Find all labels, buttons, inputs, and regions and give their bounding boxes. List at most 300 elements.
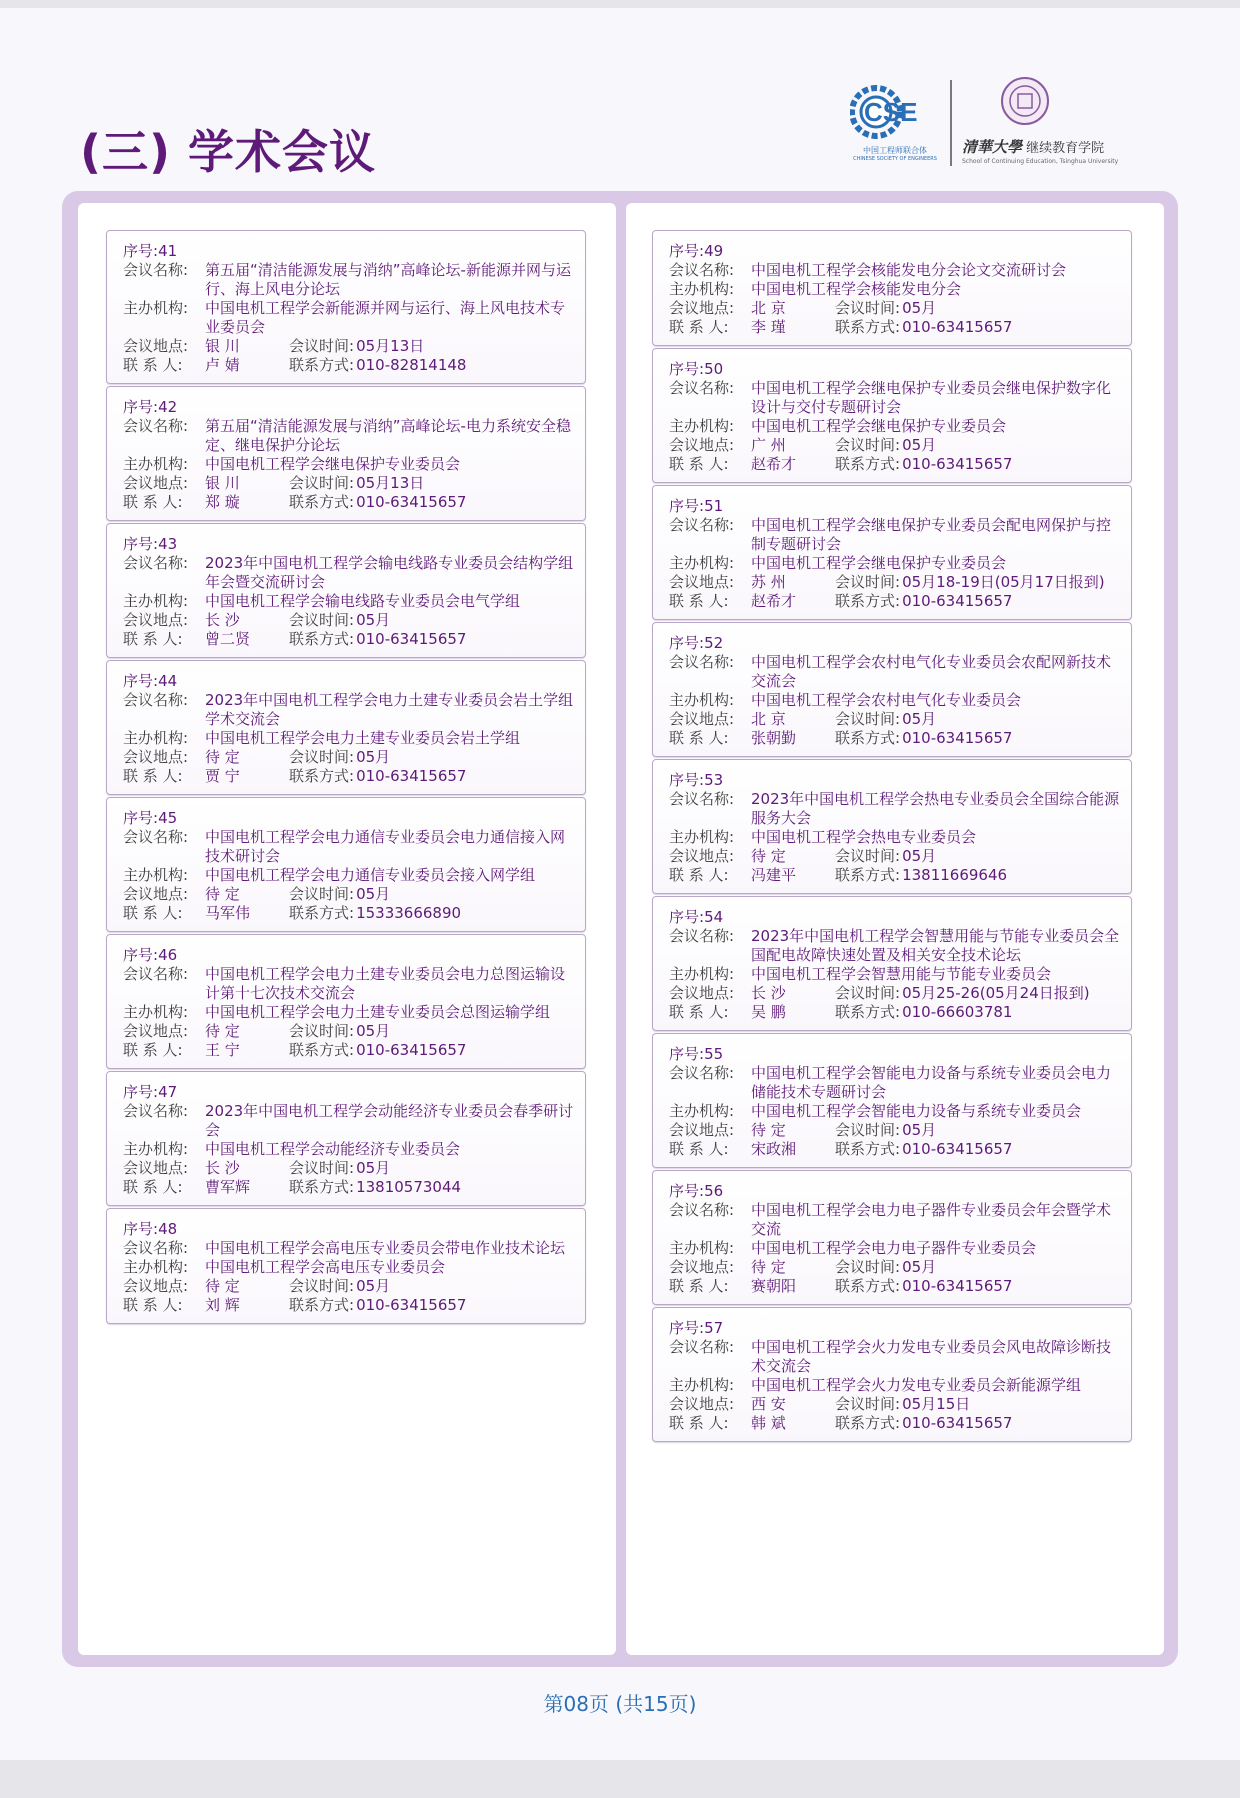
meeting-contact-row	[669, 1414, 1121, 1433]
meeting-place-label: 会议地点:	[123, 337, 189, 355]
left-column	[106, 230, 586, 1326]
meeting-name-row	[123, 1239, 575, 1258]
meeting-time: 05月15日	[902, 1395, 971, 1413]
meeting-place-label: 会议地点:	[123, 611, 189, 629]
meeting-phone: 010-63415657	[902, 592, 1013, 610]
meeting-name-label: 会议名称:	[669, 379, 735, 397]
meeting-phone: 010-63415657	[356, 767, 467, 785]
meeting-seq: 序号:57	[669, 1319, 724, 1337]
page-title: (三) 学术会议	[80, 125, 377, 179]
meeting-name-row	[123, 554, 575, 592]
meeting-card	[652, 230, 1132, 346]
meeting-contact: 赵希才	[751, 592, 797, 610]
meeting-time: 05月	[356, 1277, 391, 1295]
meeting-time: 05月25-26(05月24日报到)	[902, 984, 1090, 1002]
tsinghua-brush-name: 清華大學	[962, 138, 1023, 156]
page	[0, 8, 1240, 1760]
meeting-name-row	[669, 261, 1121, 280]
meeting-contact-label: 联 系 人:	[123, 1041, 183, 1059]
meeting-host: 中国电机工程学会智能电力设备与系统专业委员会	[751, 1102, 1082, 1120]
meeting-phone-label: 联系方式:	[835, 1003, 901, 1021]
meeting-name-label: 会议名称:	[669, 790, 735, 808]
meeting-phone-label: 联系方式:	[289, 1041, 355, 1059]
meeting-host-label: 主办机构:	[123, 1258, 189, 1276]
meeting-name: 中国电机工程学会农村电气化专业委员会农配网新技术交流会	[751, 653, 1112, 690]
meeting-time-label: 会议时间:	[835, 1258, 901, 1276]
meeting-host-label: 主办机构:	[123, 299, 189, 317]
meeting-time-label: 会议时间:	[289, 748, 355, 766]
meeting-phone-label: 联系方式:	[835, 455, 901, 473]
cse-caption-cn: 中国工程师联合体	[863, 146, 927, 155]
cse-caption-en: CHINESE SOCIETY OF ENGINEERS	[853, 156, 937, 162]
meeting-place-label: 会议地点:	[123, 1277, 189, 1295]
meeting-card	[106, 1071, 586, 1206]
meeting-contact-label: 联 系 人:	[669, 1003, 729, 1021]
meeting-time-label: 会议时间:	[289, 1277, 355, 1295]
meeting-name-label: 会议名称:	[123, 417, 189, 435]
meeting-host-label: 主办机构:	[669, 417, 735, 435]
meeting-phone: 010-66603781	[902, 1003, 1013, 1021]
meeting-name: 中国电机工程学会电力电子器件专业委员会年会暨学术交流	[751, 1201, 1112, 1238]
meeting-place-time-row	[123, 1277, 575, 1296]
meeting-time: 05月	[902, 1121, 937, 1139]
meeting-place: 银 川	[205, 474, 240, 492]
meeting-name-row	[123, 965, 575, 1003]
meeting-phone: 13811669646	[902, 866, 1008, 884]
meeting-name-row	[123, 261, 575, 299]
meeting-host: 中国电机工程学会火力发电专业委员会新能源学组	[751, 1376, 1082, 1394]
meeting-time: 05月	[902, 299, 937, 317]
meeting-place-label: 会议地点:	[123, 1159, 189, 1177]
meeting-contact-label: 联 系 人:	[123, 1178, 183, 1196]
meeting-name-label: 会议名称:	[669, 927, 735, 945]
meeting-phone-label: 联系方式:	[835, 1277, 901, 1295]
meeting-card	[106, 523, 586, 658]
meeting-place: 长 沙	[751, 984, 786, 1002]
meeting-contact-label: 联 系 人:	[669, 1414, 729, 1432]
meeting-name: 中国电机工程学会电力通信专业委员会电力通信接入网技术研讨会	[205, 828, 566, 865]
meeting-place: 北 京	[751, 299, 786, 317]
meeting-host: 中国电机工程学会继电保护专业委员会	[205, 455, 461, 473]
meeting-name-label: 会议名称:	[669, 653, 735, 671]
meeting-place-time-row	[669, 1395, 1121, 1414]
meeting-name: 中国电机工程学会继电保护专业委员会继电保护数字化设计与交付专题研讨会	[751, 379, 1112, 416]
meeting-phone-label: 联系方式:	[835, 866, 901, 884]
meeting-place-label: 会议地点:	[123, 1022, 189, 1040]
meeting-place-time-row	[123, 748, 575, 767]
meeting-name-label: 会议名称:	[123, 691, 189, 709]
meeting-contact: 王 宁	[205, 1041, 240, 1059]
meeting-time-label: 会议时间:	[835, 436, 901, 454]
meeting-name-row	[669, 790, 1121, 828]
meeting-contact-label: 联 系 人:	[123, 767, 183, 785]
meeting-host-label: 主办机构:	[123, 729, 189, 747]
meeting-host: 中国电机工程学会电力电子器件专业委员会	[751, 1239, 1037, 1257]
meeting-card	[652, 485, 1132, 620]
meeting-host-label: 主办机构:	[123, 1003, 189, 1021]
meeting-contact-label: 联 系 人:	[669, 455, 729, 473]
meeting-contact-row	[123, 767, 575, 786]
meeting-seq: 序号:47	[123, 1083, 178, 1101]
meeting-place-label: 会议地点:	[669, 573, 735, 591]
meeting-time: 05月13日	[356, 474, 425, 492]
meeting-time: 05月	[902, 847, 937, 865]
meeting-name-label: 会议名称:	[123, 965, 189, 983]
meeting-time-label: 会议时间:	[835, 1121, 901, 1139]
meeting-host-row	[123, 1140, 575, 1159]
meeting-name: 第五届“清洁能源发展与消纳”高峰论坛-电力系统安全稳定、继电保护分论坛	[205, 417, 571, 454]
meeting-phone: 010-63415657	[902, 1414, 1013, 1432]
column-separator	[616, 203, 624, 1655]
meeting-seq: 序号:48	[123, 1220, 178, 1238]
meeting-host-row	[669, 965, 1121, 984]
meeting-name-label: 会议名称:	[669, 516, 735, 534]
meeting-name: 中国电机工程学会电力土建专业委员会电力总图运输设计第十七次技术交流会	[205, 965, 566, 1002]
meeting-host: 中国电机工程学会继电保护专业委员会	[751, 417, 1007, 435]
meeting-name: 2023年中国电机工程学会热电专业委员会全国综合能源服务大会	[751, 790, 1120, 827]
meeting-contact-label: 联 系 人:	[669, 1277, 729, 1295]
tsinghua-caption	[962, 136, 1182, 157]
meeting-name-row	[669, 653, 1121, 691]
meeting-place-time-row	[669, 1121, 1121, 1140]
meeting-contact: 曾二贤	[205, 630, 251, 648]
meeting-place: 西 安	[751, 1395, 786, 1413]
meeting-host-label: 主办机构:	[669, 554, 735, 572]
meeting-name-label: 会议名称:	[669, 261, 735, 279]
meeting-host: 中国电机工程学会热电专业委员会	[751, 828, 977, 846]
meeting-host: 中国电机工程学会高电压专业委员会	[205, 1258, 446, 1276]
meeting-contact-row	[669, 318, 1121, 337]
meeting-host-label: 主办机构:	[669, 691, 735, 709]
meeting-place-label: 会议地点:	[669, 847, 735, 865]
meeting-seq: 序号:51	[669, 497, 724, 515]
meeting-place: 待 定	[751, 847, 786, 865]
meeting-phone-label: 联系方式:	[835, 592, 901, 610]
meeting-contact: 刘 辉	[205, 1296, 240, 1314]
meeting-contact-row	[669, 1003, 1121, 1022]
meeting-contact: 李 瑾	[751, 318, 786, 336]
meeting-place-label: 会议地点:	[669, 1258, 735, 1276]
meeting-contact: 冯建平	[751, 866, 797, 884]
meeting-place-time-row	[123, 337, 575, 356]
meeting-place-time-row	[669, 299, 1121, 318]
meeting-host-label: 主办机构:	[123, 592, 189, 610]
meeting-name: 中国电机工程学会核能发电分会论文交流研讨会	[751, 261, 1067, 279]
meeting-card	[106, 1208, 586, 1324]
meeting-card	[106, 934, 586, 1069]
meeting-place-label: 会议地点:	[669, 436, 735, 454]
tsinghua-school: 继续教育学院	[1026, 141, 1105, 156]
meeting-place: 待 定	[205, 1277, 240, 1295]
meeting-host-label: 主办机构:	[669, 1239, 735, 1257]
meeting-time-label: 会议时间:	[289, 611, 355, 629]
cse-logo-text: CSE	[864, 97, 918, 127]
meeting-host-row	[669, 828, 1121, 847]
meeting-phone-label: 联系方式:	[289, 493, 355, 511]
meeting-contact-label: 联 系 人:	[669, 592, 729, 610]
meeting-name-label: 会议名称:	[123, 261, 189, 279]
meeting-contact: 赵希才	[751, 455, 797, 473]
meeting-seq: 序号:44	[123, 672, 178, 690]
meeting-place-label: 会议地点:	[669, 299, 735, 317]
meeting-host: 中国电机工程学会电力土建专业委员会总图运输学组	[205, 1003, 551, 1021]
meeting-phone: 010-63415657	[356, 630, 467, 648]
meeting-time-label: 会议时间:	[835, 984, 901, 1002]
meeting-contact-row	[669, 729, 1121, 748]
meeting-contact-row	[669, 1140, 1121, 1159]
meeting-time-label: 会议时间:	[289, 1022, 355, 1040]
meeting-name: 2023年中国电机工程学会输电线路专业委员会结构学组年会暨交流研讨会	[205, 554, 574, 591]
meeting-host-label: 主办机构:	[669, 280, 735, 298]
meeting-host-row	[669, 1239, 1121, 1258]
meeting-place-time-row	[669, 847, 1121, 866]
meeting-contact-row	[123, 904, 575, 923]
meeting-host-label: 主办机构:	[123, 866, 189, 884]
meeting-contact-row	[669, 592, 1121, 611]
meeting-phone-label: 联系方式:	[289, 1296, 355, 1314]
meeting-place-label: 会议地点:	[669, 1395, 735, 1413]
meeting-card	[106, 797, 586, 932]
header-logos	[850, 76, 1180, 176]
meeting-host-row	[669, 417, 1121, 436]
meeting-time-label: 会议时间:	[835, 1395, 901, 1413]
meeting-host-row	[123, 455, 575, 474]
meeting-place: 长 沙	[205, 611, 240, 629]
logo-divider	[950, 80, 952, 166]
tsinghua-seal-icon	[1000, 76, 1050, 126]
meeting-place: 待 定	[751, 1258, 786, 1276]
meeting-phone-label: 联系方式:	[835, 729, 901, 747]
meeting-place: 北 京	[751, 710, 786, 728]
meeting-host-row	[669, 280, 1121, 299]
meeting-name-row	[669, 379, 1121, 417]
meeting-place: 待 定	[751, 1121, 786, 1139]
meeting-time: 05月	[356, 611, 391, 629]
meeting-seq: 序号:52	[669, 634, 724, 652]
meeting-contact-row	[123, 356, 575, 375]
meeting-contact: 郑 璇	[205, 493, 240, 511]
meeting-name-row	[669, 1064, 1121, 1102]
meeting-phone: 010-63415657	[902, 318, 1013, 336]
meeting-host-row	[669, 554, 1121, 573]
meeting-name: 中国电机工程学会高电压专业委员会带电作业技术论坛	[205, 1239, 566, 1257]
meeting-host: 中国电机工程学会继电保护专业委员会	[751, 554, 1007, 572]
meeting-seq: 序号:55	[669, 1045, 724, 1063]
meeting-card	[106, 230, 586, 384]
meeting-phone: 010-63415657	[902, 1277, 1013, 1295]
meeting-card	[106, 386, 586, 521]
meeting-name-row	[669, 516, 1121, 554]
meeting-contact-label: 联 系 人:	[123, 493, 183, 511]
meeting-seq: 序号:45	[123, 809, 178, 827]
meeting-host: 中国电机工程学会农村电气化专业委员会	[751, 691, 1022, 709]
meeting-host: 中国电机工程学会动能经济专业委员会	[205, 1140, 461, 1158]
meeting-time-label: 会议时间:	[289, 474, 355, 492]
meeting-name-row	[123, 691, 575, 729]
meeting-place-time-row	[123, 611, 575, 630]
meeting-seq: 序号:56	[669, 1182, 724, 1200]
meeting-name-row	[669, 927, 1121, 965]
meeting-host-row	[123, 866, 575, 885]
meeting-phone-label: 联系方式:	[289, 767, 355, 785]
meeting-name: 中国电机工程学会继电保护专业委员会配电网保护与控制专题研讨会	[751, 516, 1112, 553]
meeting-contact: 吴 鹏	[751, 1003, 786, 1021]
meeting-place-time-row	[669, 573, 1121, 592]
meeting-host: 中国电机工程学会电力土建专业委员会岩土学组	[205, 729, 521, 747]
meeting-place-time-row	[123, 1022, 575, 1041]
meeting-time-label: 会议时间:	[835, 710, 901, 728]
cse-caption	[850, 146, 940, 163]
meeting-name: 第五届“清洁能源发展与消纳”高峰论坛-新能源并网与运行、海上风电分论坛	[205, 261, 571, 298]
meeting-host-row	[123, 729, 575, 748]
meeting-seq: 序号:49	[669, 242, 724, 260]
meeting-contact-label: 联 系 人:	[669, 729, 729, 747]
meeting-card	[652, 1033, 1132, 1168]
meeting-host-row	[123, 1003, 575, 1022]
meeting-time: 05月	[356, 885, 391, 903]
meeting-contact-row	[669, 1277, 1121, 1296]
meeting-phone-label: 联系方式:	[289, 1178, 355, 1196]
meeting-phone: 15333666890	[356, 904, 462, 922]
meeting-contact: 韩 斌	[751, 1414, 786, 1432]
meeting-place-time-row	[669, 1258, 1121, 1277]
meeting-name: 2023年中国电机工程学会动能经济专业委员会春季研讨会	[205, 1102, 574, 1139]
meeting-card	[652, 896, 1132, 1031]
meeting-name-label: 会议名称:	[123, 828, 189, 846]
meeting-contact-row	[123, 493, 575, 512]
meeting-time: 05月	[356, 1022, 391, 1040]
meeting-phone-label: 联系方式:	[835, 1140, 901, 1158]
meeting-seq: 序号:46	[123, 946, 178, 964]
meeting-name-label: 会议名称:	[123, 1102, 189, 1120]
meeting-place-label: 会议地点:	[123, 748, 189, 766]
meeting-contact-label: 联 系 人:	[669, 866, 729, 884]
meeting-place-time-row	[669, 710, 1121, 729]
meeting-host-row	[123, 592, 575, 611]
meeting-host-label: 主办机构:	[123, 455, 189, 473]
meeting-host-label: 主办机构:	[669, 1102, 735, 1120]
meeting-time-label: 会议时间:	[835, 847, 901, 865]
meeting-time-label: 会议时间:	[835, 573, 901, 591]
meeting-card	[652, 348, 1132, 483]
meeting-phone-label: 联系方式:	[835, 1414, 901, 1432]
meeting-contact: 赛朝阳	[751, 1277, 797, 1295]
meeting-phone: 13810573044	[356, 1178, 462, 1196]
meeting-contact-label: 联 系 人:	[669, 318, 729, 336]
meeting-host-row	[669, 691, 1121, 710]
meeting-time: 05月13日	[356, 337, 425, 355]
meeting-contact-row	[669, 455, 1121, 474]
meeting-contact: 曹军辉	[205, 1178, 251, 1196]
meeting-place-label: 会议地点:	[123, 474, 189, 492]
meeting-time: 05月	[902, 436, 937, 454]
meeting-host-label: 主办机构:	[669, 828, 735, 846]
meeting-name-row	[123, 417, 575, 455]
meeting-place-time-row	[669, 984, 1121, 1003]
meeting-contact-row	[123, 1296, 575, 1315]
meeting-phone: 010-82814148	[356, 356, 467, 374]
meeting-phone: 010-63415657	[356, 1296, 467, 1314]
meeting-place: 苏 州	[751, 573, 786, 591]
meeting-time-label: 会议时间:	[289, 337, 355, 355]
meeting-name: 中国电机工程学会火力发电专业委员会风电故障诊断技术交流会	[751, 1338, 1112, 1375]
meeting-place: 银 川	[205, 337, 240, 355]
meeting-name-label: 会议名称:	[123, 554, 189, 572]
meeting-name: 中国电机工程学会智能电力设备与系统专业委员会电力储能技术专题研讨会	[751, 1064, 1112, 1101]
page-number: 第08页 (共15页)	[543, 1692, 697, 1716]
meeting-time: 05月	[356, 1159, 391, 1177]
meeting-place-time-row	[123, 474, 575, 493]
meeting-contact: 张朝勤	[751, 729, 797, 747]
meeting-contact-label: 联 系 人:	[123, 1296, 183, 1314]
meeting-host: 中国电机工程学会智慧用能与节能专业委员会	[751, 965, 1052, 983]
meeting-place: 待 定	[205, 885, 240, 903]
meeting-place: 广 州	[751, 436, 786, 454]
meeting-phone-label: 联系方式:	[835, 318, 901, 336]
right-column	[652, 230, 1132, 1444]
meeting-seq: 序号:43	[123, 535, 178, 553]
meeting-name-row	[669, 1201, 1121, 1239]
meeting-contact-row	[123, 630, 575, 649]
meeting-contact-label: 联 系 人:	[123, 630, 183, 648]
meeting-phone: 010-63415657	[902, 729, 1013, 747]
meeting-name-row	[123, 828, 575, 866]
meeting-seq: 序号:50	[669, 360, 724, 378]
meeting-place-time-row	[669, 436, 1121, 455]
meeting-place: 待 定	[205, 748, 240, 766]
meeting-name-label: 会议名称:	[123, 1239, 189, 1257]
meeting-place-time-row	[123, 1159, 575, 1178]
meeting-card	[652, 1170, 1132, 1305]
meeting-time-label: 会议时间:	[289, 1159, 355, 1177]
meeting-place-label: 会议地点:	[669, 984, 735, 1002]
meeting-phone: 010-63415657	[356, 493, 467, 511]
cse-logo-icon	[850, 84, 934, 140]
meeting-contact: 卢 婧	[205, 356, 240, 374]
meeting-host-row	[123, 1258, 575, 1277]
meeting-phone: 010-63415657	[902, 1140, 1013, 1158]
meeting-host-label: 主办机构:	[123, 1140, 189, 1158]
tsinghua-school-en: School of Continuing Education, Tsinghua University	[962, 158, 1119, 165]
meeting-host-row	[669, 1102, 1121, 1121]
meeting-card	[106, 660, 586, 795]
meeting-seq: 序号:53	[669, 771, 724, 789]
meeting-phone-label: 联系方式:	[289, 356, 355, 374]
meeting-time-label: 会议时间:	[835, 299, 901, 317]
meeting-name: 2023年中国电机工程学会电力土建专业委员会岩土学组学术交流会	[205, 691, 574, 728]
meeting-place: 长 沙	[205, 1159, 240, 1177]
meeting-time: 05月18-19日(05月17日报到)	[902, 573, 1105, 591]
meeting-place-label: 会议地点:	[123, 885, 189, 903]
meeting-phone: 010-63415657	[902, 455, 1013, 473]
meeting-contact-label: 联 系 人:	[669, 1140, 729, 1158]
meeting-name-label: 会议名称:	[669, 1064, 735, 1082]
meeting-place-label: 会议地点:	[669, 710, 735, 728]
meeting-name-label: 会议名称:	[669, 1201, 735, 1219]
meeting-host-label: 主办机构:	[669, 965, 735, 983]
meeting-contact-label: 联 系 人:	[123, 356, 183, 374]
meeting-host-row	[123, 299, 575, 337]
meeting-phone-label: 联系方式:	[289, 630, 355, 648]
meeting-host: 中国电机工程学会核能发电分会	[751, 280, 962, 298]
meeting-place-label: 会议地点:	[669, 1121, 735, 1139]
meeting-contact-row	[669, 866, 1121, 885]
meeting-seq: 序号:42	[123, 398, 178, 416]
meeting-name-row	[123, 1102, 575, 1140]
meeting-name-label: 会议名称:	[669, 1338, 735, 1356]
meeting-card	[652, 759, 1132, 894]
meeting-phone-label: 联系方式:	[289, 904, 355, 922]
